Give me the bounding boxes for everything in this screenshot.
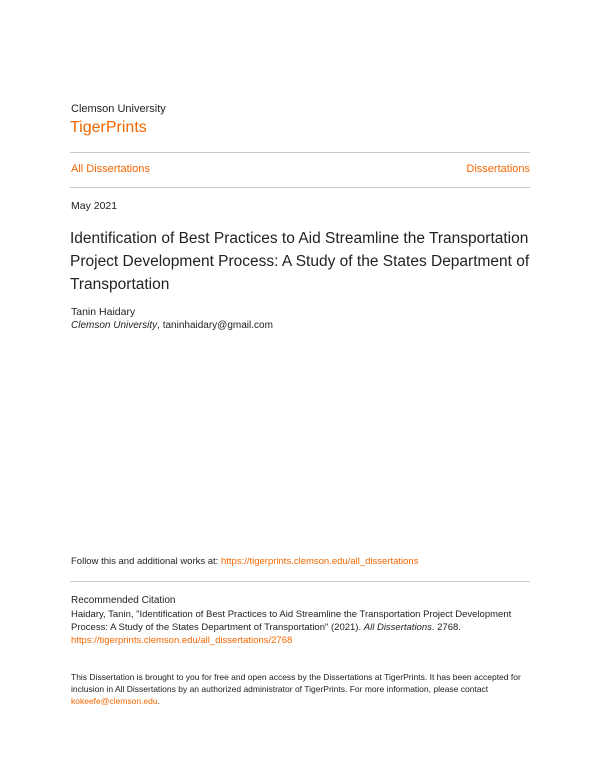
author-name: Tanin Haidary bbox=[71, 306, 136, 318]
affiliation-institution: Clemson University bbox=[71, 320, 158, 331]
publication-date: May 2021 bbox=[71, 200, 118, 212]
document-title: Identification of Best Practices to Aid Streamline the Transportation Project Development Process: A Study of the States Department of Transportation bbox=[70, 230, 530, 293]
recommended-citation-heading: Recommended Citation bbox=[71, 595, 176, 606]
notice-text: This Dissertation is brought to you for free and open access by the Dissertations at TigerPrints. It has been accepted for inclusion in All Dissertations by an authorized administrator of TigerPrints. For more information, please contact bbox=[71, 672, 521, 694]
dissertations-link[interactable]: Dissertations bbox=[466, 163, 530, 175]
citation-text bbox=[71, 608, 533, 647]
follow-text: Follow this and additional works at: bbox=[71, 556, 221, 567]
notice-end: . bbox=[157, 696, 160, 706]
citation-main: Haidary, Tanin, "Identification of Best Practices to Aid Streamline the Transportation Project Development Process: A Study of the States Department of Transportation" (2021). bbox=[71, 609, 512, 633]
affiliation-email: , taninhaidary@gmail.com bbox=[157, 320, 273, 331]
citation-number: . 2768. bbox=[431, 622, 461, 633]
contact-email-link[interactable]: kokeefe@clemson.edu bbox=[71, 696, 158, 706]
citation-divider bbox=[70, 581, 530, 582]
citation-series: All Dissertations bbox=[363, 622, 432, 633]
follow-line bbox=[71, 556, 418, 567]
header-divider bbox=[70, 152, 530, 153]
repository-name[interactable]: TigerPrints bbox=[70, 119, 147, 136]
access-notice bbox=[71, 671, 533, 707]
author-affiliation bbox=[71, 320, 273, 331]
all-dissertations-link[interactable]: All Dissertations bbox=[71, 163, 150, 175]
collection-divider bbox=[70, 187, 530, 188]
follow-url-link[interactable]: https://tigerprints.clemson.edu/all_dissertations bbox=[220, 556, 419, 567]
citation-url-link[interactable]: https://tigerprints.clemson.edu/all_dissertations/2768 bbox=[71, 635, 293, 646]
institution-name: Clemson University bbox=[71, 103, 166, 115]
